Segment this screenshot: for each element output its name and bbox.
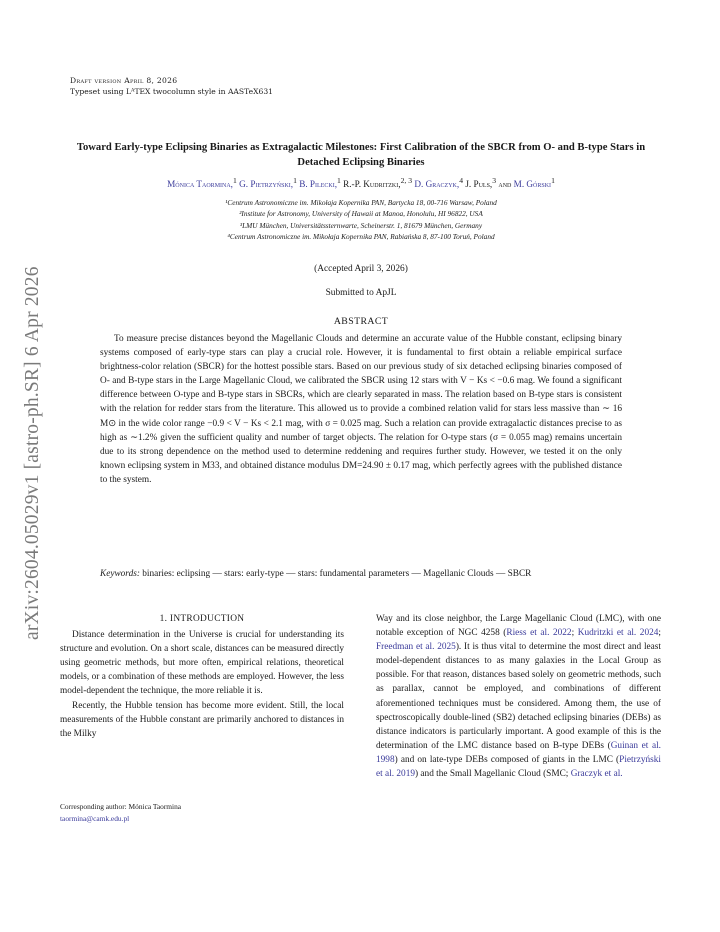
citation-link[interactable]: Pietrzyński et al. 2019: [376, 754, 661, 780]
citation-link[interactable]: Riess et al. 2022: [506, 628, 572, 639]
section-heading: 1. INTRODUCTION: [159, 614, 245, 624]
author-link[interactable]: M. Górski: [513, 179, 552, 190]
intro-paragraph: Distance determination in the Universe is crucial for understanding its structure and evolution. On a short scale, distances can be measured directly using geometric methods, but more often, empirical relations, theoretical models, or a combination of these methods are employed. However, the less model-dependent the technique, the more reliable it is.: [60, 630, 344, 697]
body-text: ;: [658, 628, 661, 639]
affiliations: [70, 197, 652, 243]
abstract-heading: ABSTRACT: [333, 316, 389, 327]
email-link[interactable]: taormina@camk.edu.pl: [60, 813, 130, 823]
affil-mark: 2, 3: [400, 176, 413, 185]
right-column: [376, 612, 661, 781]
affil-mark: 1: [337, 176, 341, 185]
affil-mark: 1: [293, 176, 297, 185]
body-text: ) and the Small Magellanic Cloud (SMC;: [415, 769, 571, 780]
affiliation-line: ⁴Centrum Astronomiczne im. Mikołaja Kopernika PAN, Rabiańska 8, 87-100 Toruń, Poland: [227, 232, 495, 242]
citation-link[interactable]: Graczyk et al.: [570, 769, 623, 780]
draft-version: Draft version April 8, 2026: [70, 76, 178, 85]
body-text: ;: [571, 628, 578, 639]
affil-mark: 4: [459, 176, 464, 185]
author-link[interactable]: G. Pietrzyński,: [239, 179, 294, 190]
keywords-text: binaries: eclipsing — stars: early-type — stars: fundamental parameters — Magellanic Clouds — SBCR: [142, 569, 532, 579]
keywords-label: Keywords:: [100, 569, 140, 579]
affiliation-line: ³LMU München, Universitätssternwarte, Scheinerstr. 1, 81679 München, Germany: [239, 220, 483, 230]
submitted-journal: Submitted to ApJL: [325, 288, 397, 298]
intro-paragraph: Recently, the Hubble tension has become more evident. Still, the local measurements of the Hubble constant are primarily anchored to distances in the Milky: [60, 700, 344, 739]
draft-header: [70, 75, 273, 97]
citation-link[interactable]: Freedman et al. 2025: [376, 642, 456, 653]
body-text: ). It is thus vital to determine the most direct and least model-dependent distances to as many galaxies in the Local Group as possible. For that reason, distances based solely on geometric methods, such as parallax, cannot be employed, and combinations of different aforementioned techniques must be considered. Among them, the use of spectroscopically double-lined (SB2) detached eclipsing binaries (DEBs) as distance indicators is particularly important. A good example of this is the determination of the LMC distance based on B-type DEBs (: [376, 642, 662, 751]
author-name: J. Puls,: [465, 179, 493, 190]
affiliation-line: ¹Centrum Astronomiczne im. Mikołaja Kopernika PAN, Bartycka 18, 00-716 Warsaw, Poland: [225, 198, 497, 207]
affil-mark: 3: [492, 176, 497, 185]
affil-mark: 1: [232, 176, 237, 185]
body-text: Way and its close neighbor, the Large Magellanic Cloud (LMC), with one notable exception of NGC 4258 (: [376, 614, 661, 639]
affiliation-line: ²Institute for Astronomy, University of Hawaii at Manoa, Honolulu, HI 96822, USA: [239, 209, 483, 219]
author-link[interactable]: D. Graczyk,: [414, 179, 460, 190]
accepted-date: (Accepted April 3, 2026): [314, 264, 408, 274]
citation-link[interactable]: Kudritzki et al. 2024: [577, 628, 659, 639]
author-name: R.-P. Kudritzki,: [343, 179, 401, 190]
corresponding-label: Corresponding author: Mónica Taormina: [60, 802, 182, 811]
corresponding-author: [60, 801, 344, 824]
author-link[interactable]: B. Pilecki,: [299, 179, 337, 190]
paper-title: Toward Early-type Eclipsing Binaries as Extragalactic Milestones: First Calibration of the SBCR from O- and B-type Stars in Detached Eclipsing Binaries: [76, 142, 646, 168]
left-column: [60, 612, 344, 741]
keywords: [100, 568, 622, 582]
citation-link[interactable]: Guinan et al. 1998: [376, 740, 661, 765]
affil-mark: 1: [551, 176, 555, 185]
author-conjunction: and: [498, 179, 512, 190]
body-text: ) and on late-type DEBs composed of giants in the LMC (: [394, 754, 620, 765]
author-link[interactable]: Mónica Taormina,: [167, 179, 233, 190]
arxiv-identifier[interactable]: arXiv:2604.05029v1 [astro-ph.SR] 6 Apr 2026: [22, 266, 43, 640]
author-list: [70, 176, 652, 189]
abstract-text: To measure precise distances beyond the Magellanic Clouds and determine an accurate value of the Hubble constant, eclipsing binary systems composed of early-type stars can play a crucial role. However, it is fundamental to first obtain a reliable empirical surface brightness-color relation (SBCR) for the hottest possible stars. Based on our previous study of six detached eclipsing binaries composed of O- and B-type stars in the Large Magellanic Cloud, we calibrated the SBCR using 12 stars with V − Ks < −0.6 mag. We found a significant difference between O-type and B-type stars in SBCRs, which are clearly separated in mass. The relation based on B-type stars is consistent with the relation for redder stars from the literature. This allowed us to provide a combined relation valid for stars less massive than ∼ 16 M⊙ in the wide color range −0.9 < V − Ks < 2.1 mag, with σ = 0.025 mag. Such a relation can provide extragalactic distances precise to as high as ∼1.2% given the sufficient quality and number of target objects. The relation for O-type stars (σ = 0.055 mag) remains uncertain due to its strong dependence on the method used to determine reddening and requires further study. However, we tested it on the only known eclipsing system in M33, and obtained distance modulus DM=24.90 ± 0.17 mag, which perfectly agrees with the published distance to the system.: [100, 334, 622, 485]
typeset-note: Typeset using LᴬTEX twocolumn style in AASTeX631: [70, 87, 273, 96]
